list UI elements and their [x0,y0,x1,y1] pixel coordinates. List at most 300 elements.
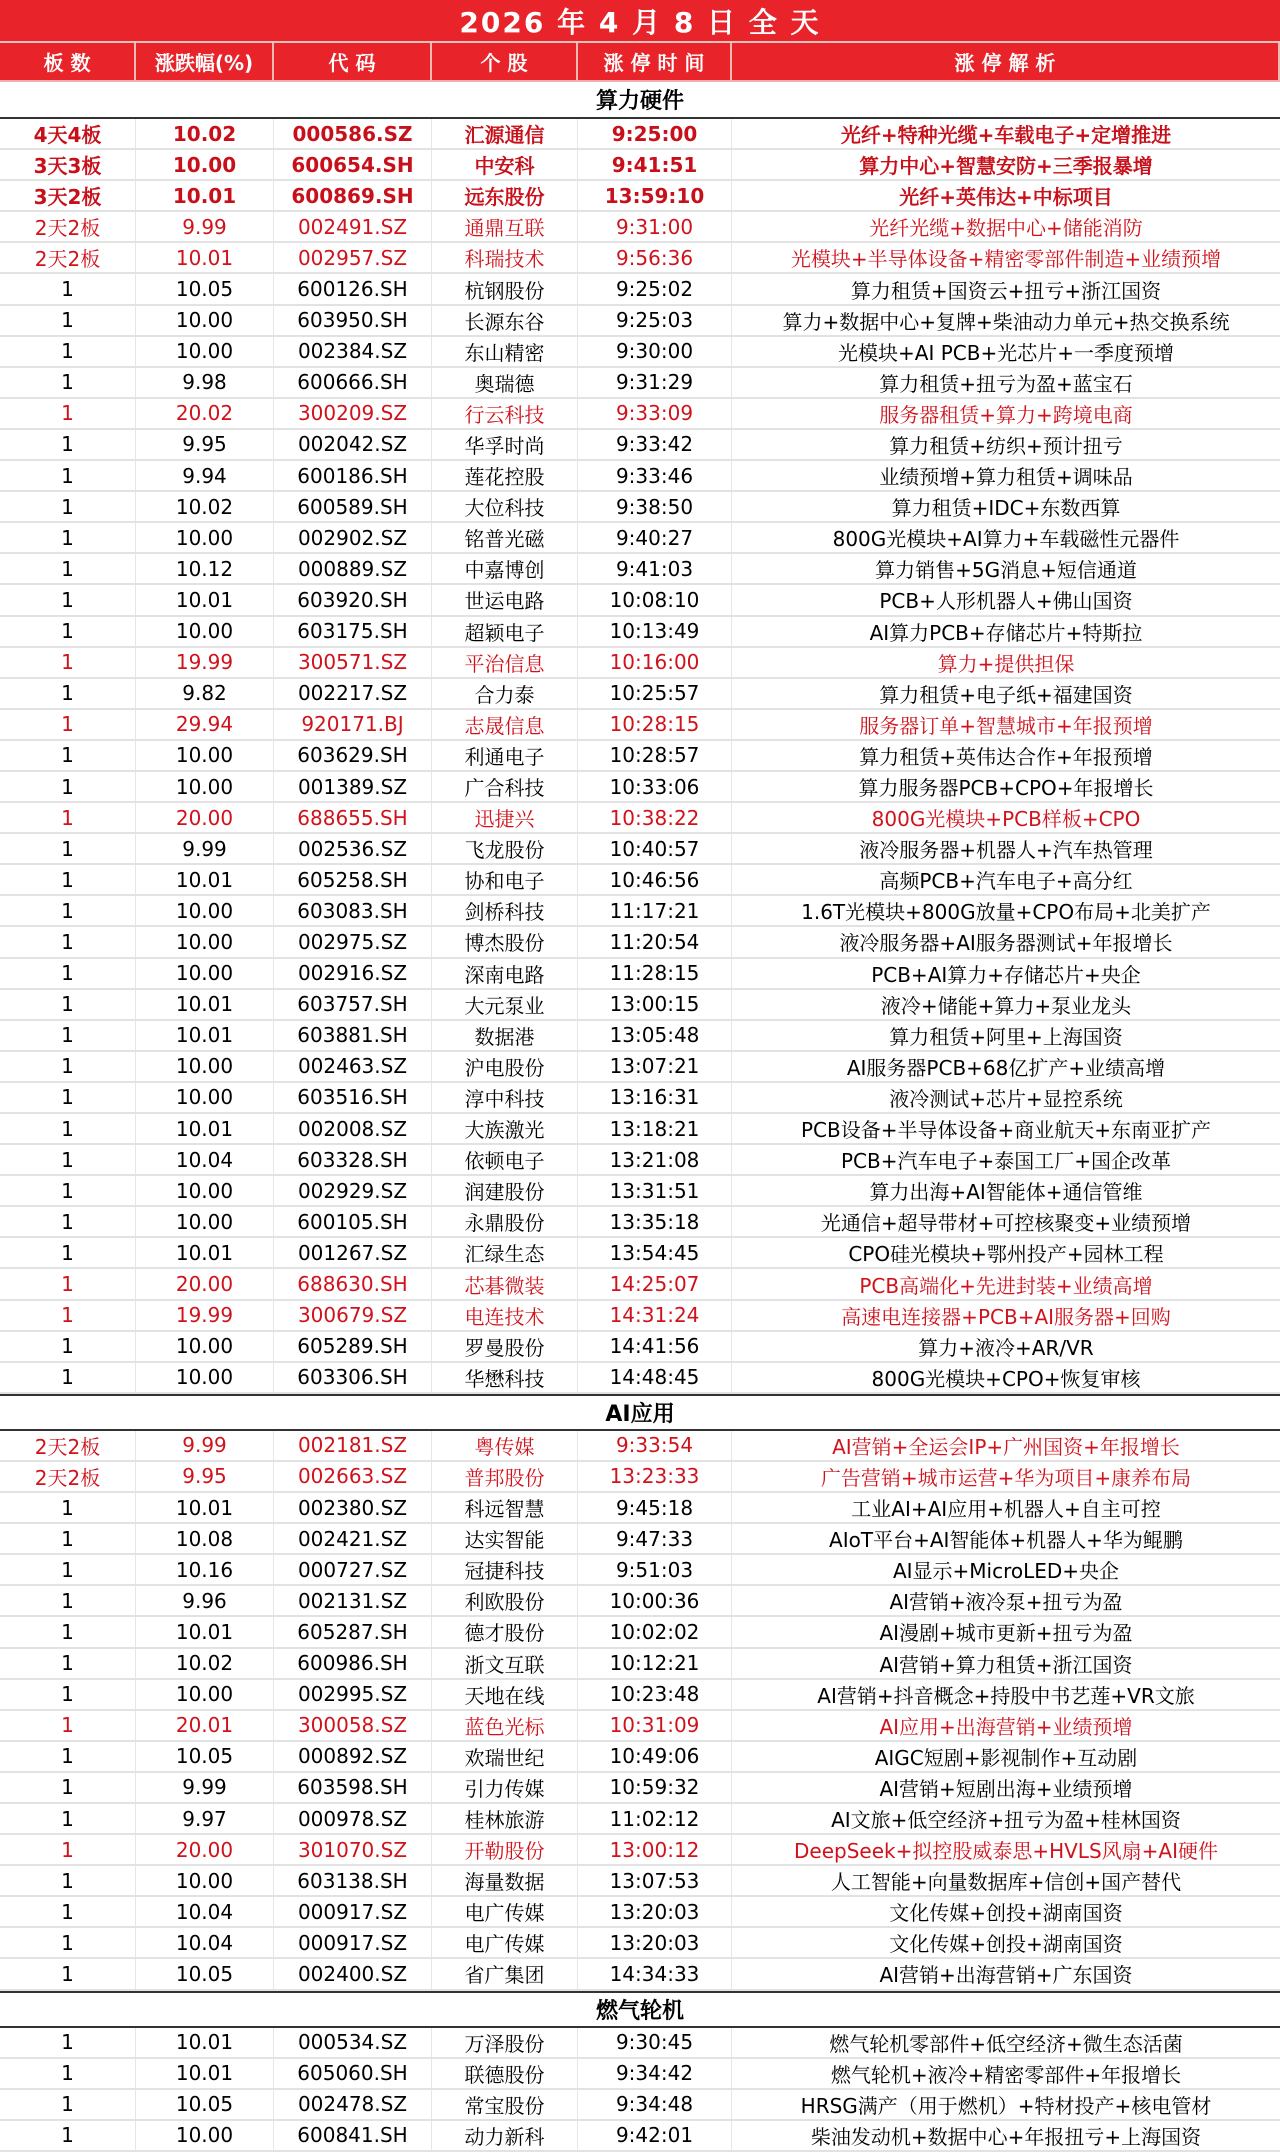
cell-change-pct: 10.01 [136,1238,274,1267]
cell-analysis: 柴油发动机+数据中心+年报扭亏+上海国资 [810,2124,1202,2149]
cell-stock-name: 大族激光 [432,1114,578,1143]
cell-limit-time: 9:45:18 [578,1493,732,1522]
cell-board-count: 3天3板 [0,150,136,179]
table-row [0,585,1280,616]
cell-analysis: 算力租赁+国资云+扭亏+浙江国资 [850,278,1162,303]
cell-analysis: AI营销+出海营销+广东国资 [879,1963,1133,1988]
cell-stock-code: 001267.SZ [274,1238,432,1267]
cell-change-pct: 10.04 [136,1928,274,1957]
cell-stock-code: 600654.SH [274,150,432,179]
cell-analysis: AI算力PCB+存储芯片+特斯拉 [869,620,1143,645]
cell-stock-name: 利欧股份 [432,1586,578,1615]
cell-stock-code: 600666.SH [274,368,432,397]
cell-stock-name: 罗曼股份 [432,1332,578,1361]
cell-board-count: 1 [0,1021,136,1050]
cell-board-count: 1 [0,1301,136,1330]
cell-change-pct: 10.01 [136,865,274,894]
cell-change-pct: 10.00 [136,741,274,770]
cell-limit-time: 13:07:53 [578,1866,732,1895]
cell-board-count: 1 [0,648,136,677]
cell-board-count: 1 [0,927,136,956]
cell-analysis: PCB+AI算力+存储芯片+央企 [871,962,1141,987]
cell-limit-time: 9:25:03 [578,306,732,335]
cell-board-count: 1 [0,1145,136,1174]
cell-stock-name: 东山精密 [432,337,578,366]
table-row [0,1680,1280,1711]
table-row [0,1586,1280,1617]
cell-change-pct: 19.99 [136,1301,274,1330]
table-row [0,1462,1280,1493]
cell-stock-name: 志晟信息 [432,710,578,739]
table-row [0,1835,1280,1866]
table-row [0,181,1280,212]
cell-stock-code: 603083.SH [274,896,432,925]
cell-analysis: 1.6T光模块+800G放量+CPO布局+北美扩产 [801,900,1211,925]
cell-limit-time: 9:34:48 [578,2090,732,2119]
cell-limit-time: 9:38:50 [578,492,732,521]
cell-stock-name: 通鼎互联 [432,212,578,241]
cell-analysis: AI营销+液冷泵+扭亏为盈 [889,1590,1123,1615]
cell-analysis: 工业AI+AI应用+机器人+自主可控 [851,1497,1161,1522]
cell-stock-name: 深南电路 [432,959,578,988]
cell-board-count: 1 [0,865,136,894]
cell-limit-time: 10:49:06 [578,1742,732,1771]
cell-analysis: AIoT平台+AI智能体+机器人+华为鲲鹏 [829,1528,1183,1553]
cell-limit-time: 10:28:15 [578,710,732,739]
cell-stock-name: 德才股份 [432,1617,578,1646]
table-row [0,554,1280,585]
cell-change-pct: 10.00 [136,337,274,366]
cell-stock-code: 603598.SH [274,1773,432,1802]
cell-change-pct: 10.00 [136,1083,274,1112]
table-row [0,1332,1280,1363]
cell-change-pct: 29.94 [136,710,274,739]
table-row [0,1649,1280,1680]
cell-stock-code: 002400.SZ [274,1959,432,1988]
cell-board-count: 1 [0,2059,136,2088]
table-row [0,1207,1280,1238]
cell-board-count: 1 [0,2028,136,2057]
cell-limit-time: 10:00:36 [578,1586,732,1615]
table-row [0,710,1280,741]
cell-board-count: 1 [0,679,136,708]
cell-stock-code: 603306.SH [274,1363,432,1392]
cell-board-count: 1 [0,1928,136,1957]
table-row [0,306,1280,337]
table-row [0,1493,1280,1524]
cell-change-pct: 10.05 [136,2090,274,2119]
cell-change-pct: 9.95 [136,1462,274,1491]
cell-board-count: 1 [0,834,136,863]
cell-analysis: 业绩预增+算力租赁+调味品 [879,465,1133,490]
cell-stock-code: 603328.SH [274,1145,432,1174]
cell-stock-code: 301070.SZ [274,1835,432,1864]
cell-limit-time: 9:33:46 [578,461,732,490]
cell-board-count: 1 [0,306,136,335]
cell-analysis: AI营销+抖音概念+持股中书艺莲+VR文旅 [817,1683,1195,1708]
cell-limit-time: 9:33:54 [578,1431,732,1460]
cell-analysis: AIGC短剧+影视制作+互动剧 [874,1745,1138,1770]
cell-change-pct: 9.82 [136,679,274,708]
cell-board-count: 1 [0,1866,136,1895]
table-row [0,772,1280,803]
cell-limit-time: 10:46:56 [578,865,732,894]
cell-change-pct: 10.02 [136,492,274,521]
table-row [0,243,1280,274]
cell-board-count: 1 [0,1207,136,1236]
cell-stock-code: 002478.SZ [274,2090,432,2119]
cell-stock-name: 协和电子 [432,865,578,894]
cell-limit-time: 9:56:36 [578,243,732,272]
cell-limit-time: 9:51:03 [578,1555,732,1584]
cell-change-pct: 10.00 [136,1052,274,1081]
cell-change-pct: 10.00 [136,927,274,956]
cell-analysis: 高频PCB+汽车电子+高分红 [879,869,1133,894]
cell-stock-code: 603629.SH [274,741,432,770]
cell-analysis: 文化传媒+创投+湖南国资 [889,1932,1123,1957]
col-analysis: 涨 停 解 析 [732,43,1280,80]
table-body [0,82,1280,2152]
cell-stock-code: 688655.SH [274,803,432,832]
table-row [0,430,1280,461]
table-row [0,648,1280,679]
cell-stock-name: 开勒股份 [432,1835,578,1864]
cell-board-count: 1 [0,1804,136,1833]
cell-board-count: 1 [0,617,136,646]
cell-analysis: 光通信+超导带材+可控核聚变+业绩预增 [820,1211,1192,1236]
cell-stock-code: 603950.SH [274,306,432,335]
cell-limit-time: 14:41:56 [578,1332,732,1361]
table-row [0,865,1280,896]
cell-stock-name: 中安科 [432,150,578,179]
cell-analysis: 光纤+英伟达+中标项目 [899,185,1113,210]
cell-limit-time: 14:25:07 [578,1269,732,1298]
table-row [0,1928,1280,1959]
cell-board-count: 1 [0,1363,136,1392]
cell-change-pct: 9.94 [136,461,274,490]
cell-stock-code: 605287.SH [274,1617,432,1646]
cell-stock-code: 300058.SZ [274,1711,432,1740]
cell-analysis: AI应用+出海营销+业绩预增 [879,1714,1133,1739]
cell-stock-name: 万泽股份 [432,2028,578,2057]
table-row [0,1555,1280,1586]
cell-stock-name: 冠捷科技 [432,1555,578,1584]
cell-limit-time: 13:07:21 [578,1052,732,1081]
cell-board-count: 1 [0,368,136,397]
cell-change-pct: 10.00 [136,1363,274,1392]
cell-stock-code: 603881.SH [274,1021,432,1050]
cell-analysis: 800G光模块+PCB样板+CPO [871,807,1141,832]
cell-change-pct: 10.01 [136,2028,274,2057]
cell-limit-time: 11:20:54 [578,927,732,956]
cell-board-count: 1 [0,2090,136,2119]
cell-board-count: 1 [0,1114,136,1143]
col-change-pct: 涨跌幅(%) [136,43,274,80]
col-code: 代 码 [274,43,432,80]
cell-change-pct: 9.99 [136,834,274,863]
cell-analysis: 算力租赁+电子纸+福建国资 [879,682,1133,707]
table-row [0,2028,1280,2059]
cell-limit-time: 13:18:21 [578,1114,732,1143]
cell-analysis: 光模块+半导体设备+精密零部件制造+业绩预增 [790,247,1222,272]
cell-board-count: 1 [0,274,136,303]
table-row [0,1363,1280,1394]
cell-change-pct: 10.04 [136,1897,274,1926]
cell-stock-name: 大位科技 [432,492,578,521]
cell-board-count: 1 [0,959,136,988]
cell-limit-time: 10:16:00 [578,648,732,677]
cell-stock-code: 002902.SZ [274,523,432,552]
table-row [0,1052,1280,1083]
table-row [0,741,1280,772]
cell-board-count: 1 [0,523,136,552]
cell-limit-time: 9:30:00 [578,337,732,366]
table-row [0,1021,1280,1052]
cell-stock-code: 300679.SZ [274,1301,432,1330]
cell-change-pct: 10.05 [136,1742,274,1771]
cell-analysis: 燃气轮机零部件+低空经济+微生态活菌 [829,2031,1183,2056]
cell-stock-name: 浙文互联 [432,1649,578,1678]
cell-stock-code: 600589.SH [274,492,432,521]
cell-change-pct: 10.00 [136,1866,274,1895]
cell-stock-code: 002181.SZ [274,1431,432,1460]
cell-stock-name: 汇源通信 [432,119,578,148]
table-row [0,1804,1280,1835]
cell-limit-time: 13:59:10 [578,181,732,210]
cell-stock-code: 002975.SZ [274,927,432,956]
cell-limit-time: 10:23:48 [578,1680,732,1709]
table-row [0,1711,1280,1742]
cell-analysis: 算力出海+AI智能体+通信管维 [869,1180,1143,1205]
cell-analysis: CPO硅光模块+鄂州投产+园林工程 [848,1242,1164,1267]
cell-change-pct: 10.00 [136,1176,274,1205]
cell-stock-name: 剑桥科技 [432,896,578,925]
cell-board-count: 1 [0,1742,136,1771]
cell-stock-code: 001389.SZ [274,772,432,801]
cell-change-pct: 10.00 [136,959,274,988]
cell-board-count: 1 [0,1773,136,1802]
table-row [0,2059,1280,2090]
cell-stock-code: 600986.SH [274,1649,432,1678]
cell-limit-time: 13:05:48 [578,1021,732,1050]
page-title: 2026 年 4 月 8 日 全 天 [0,0,1280,43]
cell-board-count: 1 [0,1586,136,1615]
cell-change-pct: 20.01 [136,1711,274,1740]
cell-board-count: 1 [0,1617,136,1646]
cell-analysis: 液冷+储能+算力+泵业龙头 [880,993,1132,1018]
cell-stock-code: 600841.SH [274,2121,432,2150]
cell-analysis: 算力+提供担保 [937,651,1075,676]
cell-limit-time: 11:28:15 [578,959,732,988]
cell-analysis: 算力租赁+扭亏为盈+蓝宝石 [879,371,1133,396]
cell-analysis: 液冷测试+芯片+显控系统 [889,1086,1123,1111]
col-board-count: 板 数 [0,43,136,80]
cell-stock-code: 603175.SH [274,617,432,646]
cell-stock-name: 莲花控股 [432,461,578,490]
cell-limit-time: 9:47:33 [578,1524,732,1553]
col-limit-time: 涨 停 时 间 [578,43,732,80]
cell-limit-time: 9:33:42 [578,430,732,459]
cell-stock-code: 600186.SH [274,461,432,490]
cell-board-count: 1 [0,741,136,770]
table-row [0,1897,1280,1928]
cell-stock-code: 605289.SH [274,1332,432,1361]
cell-change-pct: 10.08 [136,1524,274,1553]
cell-analysis: 人工智能+向量数据库+信创+国产替代 [830,1870,1182,1895]
cell-stock-name: 中嘉博创 [432,554,578,583]
cell-change-pct: 10.01 [136,1114,274,1143]
cell-change-pct: 9.98 [136,368,274,397]
table-row [0,1742,1280,1773]
cell-board-count: 2天2板 [0,212,136,241]
cell-stock-code: 603757.SH [274,990,432,1019]
cell-change-pct: 10.00 [136,1207,274,1236]
cell-board-count: 3天2板 [0,181,136,210]
cell-stock-name: 迅捷兴 [432,803,578,832]
cell-change-pct: 10.00 [136,523,274,552]
cell-stock-name: 联德股份 [432,2059,578,2088]
cell-stock-name: 蓝色光标 [432,1711,578,1740]
cell-stock-code: 002131.SZ [274,1586,432,1615]
table-row [0,461,1280,492]
cell-stock-name: 达实智能 [432,1524,578,1553]
cell-stock-name: 动力新科 [432,2121,578,2150]
table-row [0,834,1280,865]
table-row [0,2121,1280,2152]
cell-stock-name: 粤传媒 [432,1431,578,1460]
cell-analysis: 液冷服务器+AI服务器测试+年报增长 [839,931,1173,956]
cell-stock-code: 600105.SH [274,1207,432,1236]
cell-limit-time: 10:31:09 [578,1711,732,1740]
cell-stock-name: 电连技术 [432,1301,578,1330]
cell-board-count: 1 [0,2121,136,2150]
cell-board-count: 1 [0,1493,136,1522]
cell-stock-code: 000727.SZ [274,1555,432,1584]
cell-limit-time: 13:54:45 [578,1238,732,1267]
cell-change-pct: 10.01 [136,1617,274,1646]
cell-stock-code: 002536.SZ [274,834,432,863]
cell-limit-time: 13:23:33 [578,1462,732,1491]
table-row [0,803,1280,834]
cell-stock-code: 000534.SZ [274,2028,432,2057]
cell-change-pct: 10.00 [136,2121,274,2150]
cell-analysis: 算力租赁+英伟达合作+年报预增 [859,744,1153,769]
cell-analysis: 800G光模块+CPO+恢复审核 [871,1366,1141,1391]
cell-analysis: AI营销+全运会IP+广州国资+年报增长 [832,1434,1180,1459]
cell-stock-code: 002008.SZ [274,1114,432,1143]
cell-limit-time: 13:20:03 [578,1897,732,1926]
cell-stock-name: 海量数据 [432,1866,578,1895]
cell-limit-time: 10:08:10 [578,585,732,614]
cell-change-pct: 10.00 [136,306,274,335]
cell-limit-time: 14:31:24 [578,1301,732,1330]
cell-board-count: 1 [0,1555,136,1584]
cell-stock-code: 002380.SZ [274,1493,432,1522]
cell-board-count: 1 [0,896,136,925]
cell-board-count: 1 [0,1835,136,1864]
cell-change-pct: 9.99 [136,212,274,241]
table-row [0,927,1280,958]
cell-change-pct: 20.00 [136,803,274,832]
cell-analysis: 算力租赁+阿里+上海国资 [889,1024,1123,1049]
cell-stock-name: 远东股份 [432,181,578,210]
cell-stock-name: 桂林旅游 [432,1804,578,1833]
cell-analysis: 算力+液冷+AR/VR [918,1335,1094,1360]
cell-change-pct: 9.97 [136,1804,274,1833]
cell-analysis: 高速电连接器+PCB+AI服务器+回购 [841,1304,1171,1329]
cell-analysis: 算力服务器PCB+CPO+年报增长 [858,776,1154,801]
column-header-row [0,43,1280,82]
table-row [0,1114,1280,1145]
cell-stock-code: 002957.SZ [274,243,432,272]
cell-stock-name: 大元泵业 [432,990,578,1019]
cell-stock-name: 飞龙股份 [432,834,578,863]
cell-stock-name: 华懋科技 [432,1363,578,1392]
table-row [0,1524,1280,1555]
cell-limit-time: 13:20:03 [578,1928,732,1957]
cell-stock-code: 920171.BJ [274,710,432,739]
cell-change-pct: 10.01 [136,1493,274,1522]
cell-board-count: 1 [0,554,136,583]
cell-stock-code: 603516.SH [274,1083,432,1112]
cell-board-count: 1 [0,772,136,801]
cell-limit-time: 14:48:45 [578,1363,732,1392]
cell-analysis: 服务器租赁+算力+跨境电商 [879,402,1133,427]
cell-analysis: 算力销售+5G消息+短信通道 [875,558,1137,583]
table-row [0,1145,1280,1176]
cell-limit-time: 9:41:51 [578,150,732,179]
table-row [0,337,1280,368]
table-row [0,679,1280,710]
cell-change-pct: 10.01 [136,181,274,210]
table-row [0,1866,1280,1897]
cell-limit-time: 13:31:51 [578,1176,732,1205]
table-row [0,990,1280,1021]
cell-limit-time: 13:16:31 [578,1083,732,1112]
cell-board-count: 1 [0,1897,136,1926]
cell-analysis: AI文旅+低空经济+扭亏为盈+桂林国资 [831,1808,1181,1833]
cell-stock-code: 002916.SZ [274,959,432,988]
table-row [0,1238,1280,1269]
cell-change-pct: 9.99 [136,1773,274,1802]
cell-limit-time: 10:12:21 [578,1649,732,1678]
table-row [0,1617,1280,1648]
cell-change-pct: 10.01 [136,243,274,272]
cell-change-pct: 10.00 [136,772,274,801]
cell-analysis: PCB+人形机器人+佛山国资 [879,589,1133,614]
cell-change-pct: 10.00 [136,150,274,179]
cell-analysis: AI营销+算力租赁+浙江国资 [879,1652,1133,1677]
cell-limit-time: 9:33:09 [578,399,732,428]
cell-limit-time: 10:33:06 [578,772,732,801]
table-row [0,523,1280,554]
cell-stock-code: 002421.SZ [274,1524,432,1553]
cell-limit-time: 13:00:12 [578,1835,732,1864]
cell-board-count: 1 [0,1176,136,1205]
cell-stock-name: 华孚时尚 [432,430,578,459]
cell-limit-time: 14:34:33 [578,1959,732,1988]
cell-change-pct: 10.01 [136,585,274,614]
cell-change-pct: 10.01 [136,2059,274,2088]
table-row [0,896,1280,927]
section-header: AI应用 [0,1394,1280,1431]
table-row [0,150,1280,181]
cell-stock-name: 行云科技 [432,399,578,428]
cell-stock-name: 杭钢股份 [432,274,578,303]
cell-stock-name: 引力传媒 [432,1773,578,1802]
cell-stock-name: 利通电子 [432,741,578,770]
cell-change-pct: 9.96 [136,1586,274,1615]
